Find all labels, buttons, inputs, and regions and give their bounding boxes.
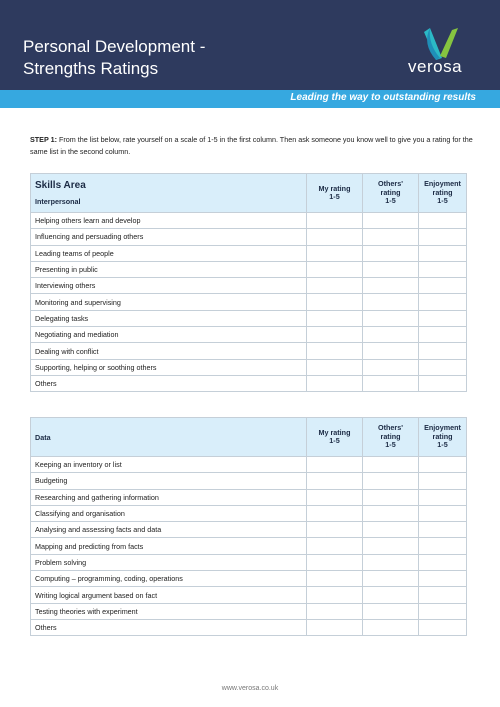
table-row	[31, 229, 467, 245]
my-rating-cell[interactable]	[307, 213, 363, 229]
skill-label: Dealing with conflict	[31, 343, 307, 359]
enjoyment-rating-cell[interactable]	[419, 554, 467, 570]
my-rating-cell[interactable]	[307, 229, 363, 245]
my-rating-cell[interactable]	[307, 327, 363, 343]
my-rating-cell[interactable]	[307, 554, 363, 570]
skill-label: Leading teams of people	[31, 245, 307, 261]
skill-label: Mapping and predicting from facts	[31, 538, 307, 554]
table-row	[31, 278, 467, 294]
table-row	[31, 213, 467, 229]
my-rating-cell[interactable]	[307, 522, 363, 538]
others-rating-cell[interactable]	[363, 359, 419, 375]
enjoyment-rating-cell[interactable]	[419, 245, 467, 261]
others-rating-word: rating	[380, 431, 401, 441]
my-rating-cell[interactable]	[307, 343, 363, 359]
table-row	[31, 587, 467, 603]
others-rating-word: rating	[380, 187, 401, 197]
table-row	[31, 603, 467, 619]
others-rating-cell[interactable]	[363, 245, 419, 261]
my-rating-label: My rating	[318, 427, 351, 437]
table-body	[31, 457, 467, 636]
skill-label: Writing logical argument based on fact	[31, 587, 307, 603]
area-subtitle: Interpersonal	[35, 197, 81, 206]
skill-label: Problem solving	[31, 554, 307, 570]
my-rating-cell[interactable]	[307, 587, 363, 603]
skill-label: Computing – programming, coding, operations	[31, 571, 307, 587]
enjoyment-rating-cell[interactable]	[419, 603, 467, 619]
others-rating-cell[interactable]	[363, 505, 419, 521]
table-header-row	[31, 174, 467, 213]
my-rating-scale: 1-5	[329, 436, 340, 445]
my-rating-header	[307, 174, 363, 213]
others-scale: 1-5	[385, 196, 396, 206]
skill-label: Monitoring and supervising	[31, 294, 307, 310]
others-rating-cell[interactable]	[363, 310, 419, 326]
table-row	[31, 522, 467, 538]
enjoyment-rating-word: rating	[432, 431, 453, 441]
others-rating-cell[interactable]	[363, 571, 419, 587]
my-rating-cell[interactable]	[307, 538, 363, 554]
table-header-row	[31, 418, 467, 457]
enjoyment-label: Enjoyment	[424, 423, 461, 433]
others-rating-cell[interactable]	[363, 489, 419, 505]
skill-label: Supporting, helping or soothing others	[31, 359, 307, 375]
my-rating-cell[interactable]	[307, 571, 363, 587]
skills-table-data	[30, 417, 467, 636]
others-rating-cell[interactable]	[363, 261, 419, 277]
skill-label: Keeping an inventory or list	[31, 457, 307, 473]
others-rating-header	[363, 174, 419, 213]
my-rating-cell[interactable]	[307, 473, 363, 489]
table-row	[31, 473, 467, 489]
instructions	[30, 134, 475, 158]
enjoyment-rating-cell[interactable]	[419, 473, 467, 489]
my-rating-cell[interactable]	[307, 245, 363, 261]
skill-label: Others	[31, 619, 307, 635]
table-row	[31, 327, 467, 343]
enjoyment-rating-cell[interactable]	[419, 587, 467, 603]
my-rating-cell[interactable]	[307, 603, 363, 619]
step-label: STEP 1:	[30, 135, 58, 144]
table-row	[31, 538, 467, 554]
title-line-2: Strengths Ratings	[23, 59, 159, 78]
table-row	[31, 261, 467, 277]
others-rating-cell[interactable]	[363, 294, 419, 310]
enjoyment-rating-cell[interactable]	[419, 619, 467, 635]
title-line-1: Personal Development -	[23, 37, 206, 56]
others-rating-cell[interactable]	[363, 327, 419, 343]
enjoyment-rating-cell[interactable]	[419, 538, 467, 554]
skill-label: Negotiating and mediation	[31, 327, 307, 343]
others-rating-cell[interactable]	[363, 213, 419, 229]
my-rating-cell[interactable]	[307, 489, 363, 505]
skill-label: Others	[31, 375, 307, 391]
my-rating-cell[interactable]	[307, 294, 363, 310]
skill-label: Budgeting	[31, 473, 307, 489]
enjoyment-label: Enjoyment	[424, 179, 461, 189]
skill-label: Testing theories with experiment	[31, 603, 307, 619]
my-rating-label: My rating	[318, 183, 351, 193]
others-label: Others'	[378, 423, 403, 433]
my-rating-cell[interactable]	[307, 278, 363, 294]
others-rating-cell[interactable]	[363, 587, 419, 603]
enjoyment-rating-cell[interactable]	[419, 310, 467, 326]
tagline: Leading the way to outstanding results	[290, 92, 476, 103]
others-rating-cell[interactable]	[363, 554, 419, 570]
table-row	[31, 489, 467, 505]
table-row	[31, 457, 467, 473]
others-rating-cell[interactable]	[363, 473, 419, 489]
my-rating-cell[interactable]	[307, 261, 363, 277]
others-rating-cell[interactable]	[363, 538, 419, 554]
others-rating-cell[interactable]	[363, 603, 419, 619]
my-rating-cell[interactable]	[307, 619, 363, 635]
table-row	[31, 375, 467, 391]
my-rating-cell[interactable]	[307, 375, 363, 391]
area-title: Skills Area	[35, 180, 86, 191]
table-row	[31, 619, 467, 635]
area-header	[31, 418, 307, 457]
table-row	[31, 554, 467, 570]
skill-label: Helping others learn and develop	[31, 213, 307, 229]
skill-label: Delegating tasks	[31, 310, 307, 326]
others-rating-header	[363, 418, 419, 457]
my-rating-scale: 1-5	[329, 192, 340, 201]
table-row	[31, 571, 467, 587]
others-rating-cell[interactable]	[363, 522, 419, 538]
enjoyment-rating-cell[interactable]	[419, 327, 467, 343]
skill-label: Analysing and assessing facts and data	[31, 522, 307, 538]
others-rating-cell[interactable]	[363, 375, 419, 391]
table-row	[31, 310, 467, 326]
others-label: Others'	[378, 179, 403, 189]
skill-label: Researching and gathering information	[31, 489, 307, 505]
others-rating-cell[interactable]	[363, 278, 419, 294]
others-scale: 1-5	[385, 440, 396, 450]
enjoyment-scale: 1-5	[437, 196, 448, 206]
skill-label: Interviewing others	[31, 278, 307, 294]
enjoyment-rating-cell[interactable]	[419, 229, 467, 245]
tagline-bar	[0, 90, 500, 108]
enjoyment-rating-header	[419, 418, 467, 457]
others-rating-cell[interactable]	[363, 457, 419, 473]
step-text: From the list below, rate yourself on a scale of 1-5 in the first column. Then ask someone you know well to give you a rating for the same list in the second column.	[30, 135, 473, 156]
my-rating-cell[interactable]	[307, 310, 363, 326]
table-row	[31, 294, 467, 310]
enjoyment-rating-cell[interactable]	[419, 489, 467, 505]
enjoyment-rating-cell[interactable]	[419, 375, 467, 391]
my-rating-cell[interactable]	[307, 359, 363, 375]
enjoyment-scale: 1-5	[437, 440, 448, 450]
table-row	[31, 359, 467, 375]
others-rating-cell[interactable]	[363, 619, 419, 635]
table-row	[31, 505, 467, 521]
my-rating-cell[interactable]	[307, 505, 363, 521]
enjoyment-rating-cell[interactable]	[419, 359, 467, 375]
enjoyment-rating-cell[interactable]	[419, 261, 467, 277]
enjoyment-rating-word: rating	[432, 187, 453, 197]
others-rating-cell[interactable]	[363, 343, 419, 359]
logo-text: verosa	[408, 57, 463, 76]
table-row	[31, 245, 467, 261]
enjoyment-rating-cell[interactable]	[419, 522, 467, 538]
table-body	[31, 213, 467, 392]
area-header	[31, 174, 307, 213]
table-row	[31, 343, 467, 359]
enjoyment-rating-cell[interactable]	[419, 294, 467, 310]
my-rating-cell[interactable]	[307, 457, 363, 473]
page-title	[23, 36, 205, 80]
enjoyment-rating-cell[interactable]	[419, 505, 467, 521]
enjoyment-rating-cell[interactable]	[419, 343, 467, 359]
enjoyment-rating-cell[interactable]	[419, 457, 467, 473]
enjoyment-rating-cell[interactable]	[419, 571, 467, 587]
footer-url: www.verosa.co.uk	[221, 685, 279, 692]
enjoyment-rating-cell[interactable]	[419, 278, 467, 294]
skill-label: Classifying and organisation	[31, 505, 307, 521]
others-rating-cell[interactable]	[363, 229, 419, 245]
page-header	[0, 0, 500, 90]
area-subtitle: Data	[35, 432, 51, 442]
enjoyment-rating-header	[419, 174, 467, 213]
skills-table-interpersonal	[30, 173, 467, 392]
skill-label: Presenting in public	[31, 261, 307, 277]
enjoyment-rating-cell[interactable]	[419, 213, 467, 229]
my-rating-header	[307, 418, 363, 457]
skill-label: Influencing and persuading others	[31, 229, 307, 245]
